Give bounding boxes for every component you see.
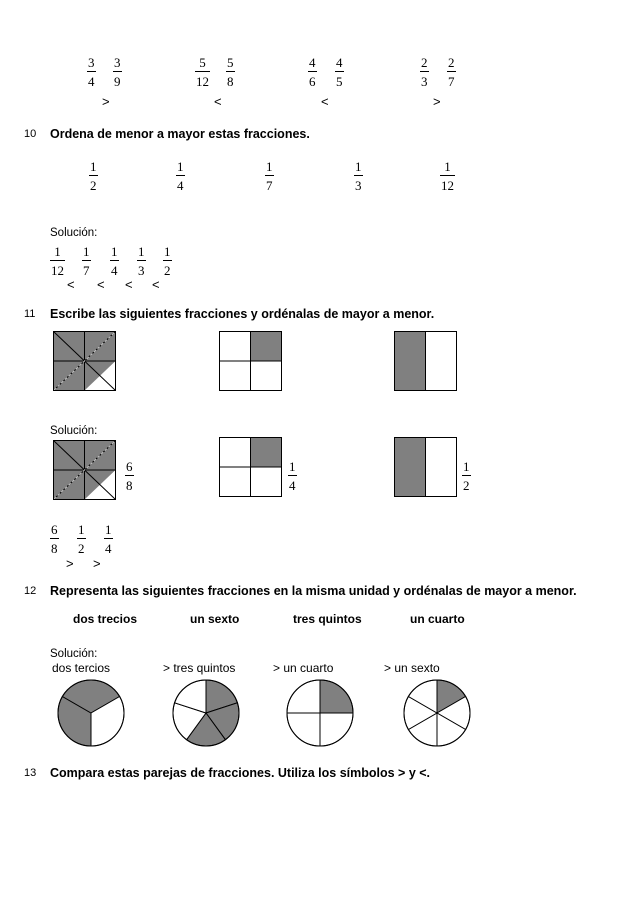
fraction: 1 4: [177, 159, 184, 193]
comparison-symbol: >: [66, 556, 74, 571]
question-number: 12: [24, 585, 37, 597]
question-number: 13: [24, 767, 37, 779]
square-diagram-one-half: [394, 331, 457, 391]
solution-label: Solución:: [50, 648, 98, 660]
fraction: 1 12: [51, 244, 64, 278]
fraction: 5 12: [196, 55, 209, 89]
solution-label: Solución:: [50, 425, 98, 437]
fraction: 6 8: [126, 459, 133, 493]
question-text: Representa las siguientes fracciones en la misma unidad y ordénalas de mayor a menor.: [50, 584, 577, 598]
comparison-symbol: <: [67, 277, 75, 292]
fraction-word: un cuarto: [410, 612, 465, 626]
fraction: 1 7: [266, 159, 273, 193]
pie-two-thirds: [55, 678, 127, 748]
fraction: 3 9: [114, 55, 121, 89]
fraction-word: dos trecios: [73, 612, 138, 626]
fraction: 1 2: [90, 159, 97, 193]
square-diagram-one-quarter: [219, 331, 282, 391]
fraction: 1 4: [111, 244, 118, 278]
fraction: 2 3: [421, 55, 428, 89]
question-number: 11: [24, 308, 36, 320]
fraction: 1 3: [355, 159, 362, 193]
pie-caption: dos tercios: [52, 661, 111, 675]
question-text: Escribe las siguientes fracciones y ordénalas de mayor a menor.: [50, 307, 435, 321]
fraction: 2 7: [448, 55, 455, 89]
fraction: 5 8: [227, 55, 234, 89]
fraction: 3 4: [88, 55, 95, 89]
fraction: 6 8: [51, 522, 58, 556]
comparison-symbol: <: [152, 277, 160, 292]
fraction: 1 12: [441, 159, 454, 193]
fraction: 1 2: [164, 244, 171, 278]
square-diagram-six-eighths: [53, 440, 116, 500]
fraction-word: tres quintos: [293, 612, 362, 626]
comparison-symbol: <: [125, 277, 133, 292]
fraction: 1 2: [78, 522, 85, 556]
fraction: 1 7: [83, 244, 90, 278]
question-number: 10: [24, 128, 37, 140]
question-text: Compara estas parejas de fracciones. Utiliza los símbolos > y <.: [50, 766, 431, 780]
square-diagram-six-eighths: [53, 331, 116, 391]
comparison-symbol: <: [97, 277, 105, 292]
fraction: 1 3: [138, 244, 145, 278]
fraction: 4 6: [309, 55, 316, 89]
pie-one-sixth: [401, 678, 473, 748]
fraction: 1 2: [463, 459, 470, 493]
comparison-symbol: >: [93, 556, 101, 571]
comparison-symbol: >: [433, 94, 441, 109]
solution-label: Solución:: [50, 227, 98, 239]
pie-one-quarter: [284, 678, 356, 748]
pie-three-fifths: [170, 678, 242, 748]
fraction: 1 4: [289, 459, 296, 493]
pie-caption: > un cuarto: [273, 661, 334, 675]
comparison-symbol: <: [214, 94, 222, 109]
pie-caption: > un sexto: [384, 661, 440, 675]
fraction-word: un sexto: [190, 612, 240, 626]
comparison-symbol: >: [102, 94, 110, 109]
pie-caption: > tres quintos: [163, 661, 236, 675]
question-text: Ordena de menor a mayor estas fracciones.: [50, 127, 310, 141]
square-diagram-one-half: [394, 437, 457, 497]
comparison-symbol: <: [321, 94, 329, 109]
fraction: 1 4: [105, 522, 112, 556]
fraction: 4 5: [336, 55, 343, 89]
square-diagram-one-quarter: [219, 437, 282, 497]
